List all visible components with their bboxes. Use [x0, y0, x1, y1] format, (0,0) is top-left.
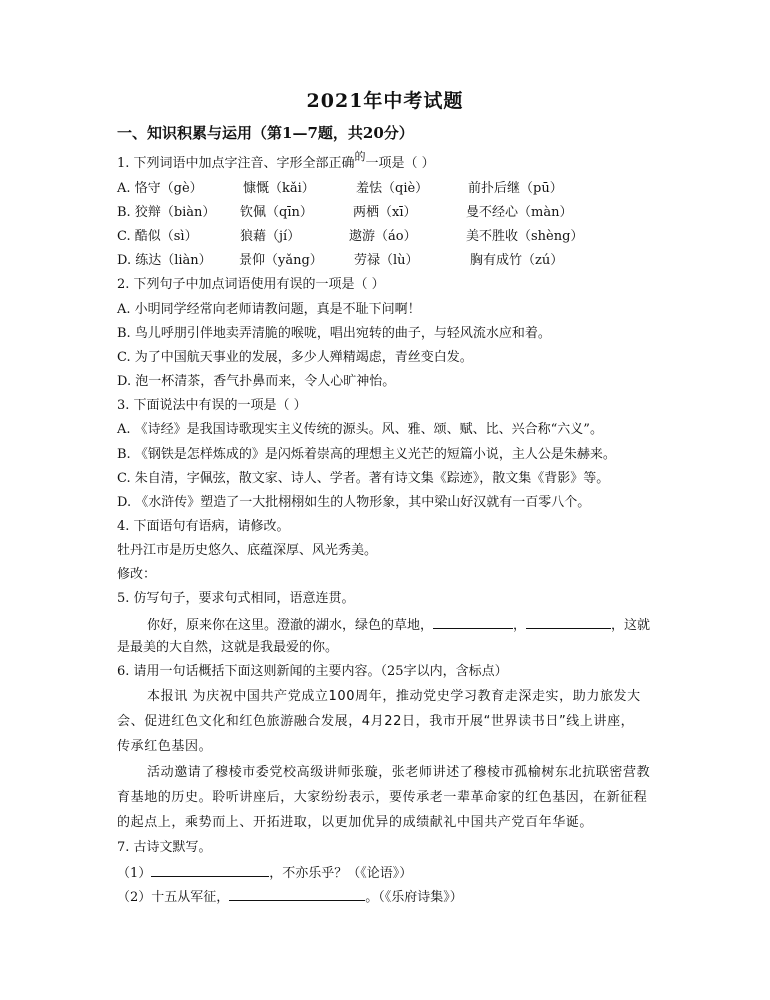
q7-blank-1[interactable]	[151, 863, 269, 877]
news-line: 的起点上，乘势而上、开拓进取，以更加优异的成绩献礼中国共产党百年华诞。	[117, 815, 594, 830]
exam-page: 2021年中考试题 一、知识积累与运用（第1—7题，共20分） 1. 下列词语中加点字注音、字形全部正确$^的$一项是（ ） A. 恪守（gè） 慷慨（kǎi） 羞怯（qiè） 前扑后继（pū） B. 狡辩（biàn） 钦佩（qīn） 两栖（xī） 曼不经心（màn） C. 酷似（sì） 狼藉（jí） 遨游（áo） 美不胜收（shèng） D. 练达（liàn） 景仰（yǎng） 劳禄（lù） 胸有成竹（zú） 2. 下列句子中加点词语使用有误的一项是（ ） A. 小明同学经常向老师请教问题，真是不耻下问啊！ B. 鸟儿呼朋引伴地卖弄清脆的喉咙，唱出宛转的曲子，与轻风流水应和着。 C. 为了中国航天事业的发展，多少人殚精竭虑，青丝变白发。 D. 泡一杯清茶，香气扑鼻而来，令人心旷神怡。 3. 下面说法中有误的一项是（ ） A. 《诗经》是我国诗歌现实主义传统的源头。风、雅、颂、赋、比、兴合称“六义”。 B. 《钢铁是怎样炼成的》是闪烁着崇高的理想主义光芒的短篇小说，主人公是朱赫来。 C. 朱自清，字佩弦，散文家、诗人、学者。著有诗文集《踪迹》，散文集《背影》等。 D. 《水浒传》塑造了一大批栩栩如生的人物形象，其中梁山好汉就有一百零八个。 4. 下面语句有语病，请修改。 牡丹江市是历史悠久、底蕴深厚、风光秀美。 修改： 5. 仿写句子，要求句式相同，语意连贯。 你好，原来你在这里。澄澈的湖水，绿色的草地， ， ，这就 是最美的大自然，这就是我最爱的你。 6. 请用一句话概括下面这则新闻的主要内容。（25字以内，含标点） 本报讯 为庆祝中国共产党成立100周年，推动党史学习教育走深走实，助力旅发大 会、促进红色文化和红色旅游融合发展，4月22日，我市开展“世界读书日”线上讲座， 传承红色基因。 活动邀请了穆棱市委党校高级讲师张璇，张老师讲述了穆棱市孤榆树东北抗联密营教 育基地的历史。聆听讲座后，大家纷纷表示，要传承老一辈革命家的红色基因，在新征程 的起点上，乘势而上、开拓进取，以更加优异的成绩献礼中国共产党百年华诞。 7. 古诗文默写。 （1） ，不亦乐乎？（《论语》） （2）十五从军征， 。（《乐府诗集》）	[0, 0, 770, 1000]
news-line: 活动邀请了穆棱市委党校高级讲师张璇，张老师讲述了穆棱市孤榆树东北抗联密营教	[147, 765, 651, 780]
page-title: 2021年中考试题	[306, 90, 464, 112]
q3-option-a: A. 《诗经》是我国诗歌现实主义传统的源头。风、雅、颂、赋、比、兴合称“六义”。	[117, 422, 603, 437]
q7-line1: （1） ，不亦乐乎？（《论语》）	[117, 863, 412, 883]
q7-blank-2[interactable]	[229, 887, 365, 901]
section-heading: 一、知识积累与运用（第1—7题，共20分）	[117, 124, 414, 142]
q5-line1: 你好，原来你在这里。澄澈的湖水，绿色的草地， ， ，这就	[147, 615, 650, 635]
q5-stem: 5. 仿写句子，要求句式相同，语意连贯。	[117, 591, 355, 606]
q3-stem: 3. 下面说法中有误的一项是（ ）	[117, 398, 307, 413]
news-line: 育基地的历史。聆听讲座后，大家纷纷表示，要传承老一辈革命家的红色基因，在新征程	[117, 790, 648, 805]
q5-blank-1[interactable]	[433, 615, 513, 629]
q7-stem: 7. 古诗文默写。	[117, 840, 212, 855]
q7-line2: （2）十五从军征， 。（《乐府诗集》）	[117, 887, 463, 907]
q3-option-b: B. 《钢铁是怎样炼成的》是闪烁着崇高的理想主义光芒的短篇小说，主人公是朱赫来。	[117, 447, 616, 462]
q5-blank-2[interactable]	[526, 615, 611, 629]
q3-option-d: D. 《水浒传》塑造了一大批栩栩如生的人物形象，其中梁山好汉就有一百零八个。	[117, 495, 591, 510]
q1-stem: 1. 下列词语中加点字注音、字形全部正确$^的$一项是（ ）	[117, 150, 435, 171]
news-line: 本报讯 为庆祝中国共产党成立100周年，推动党史学习教育走深走实，助力旅发大	[147, 689, 641, 704]
q2-option-d: D. 泡一杯清茶，香气扑鼻而来，令人心旷神怡。	[117, 374, 396, 389]
news-line: 传承红色基因。	[117, 739, 213, 754]
q2-option-b: B. 鸟儿呼朋引伴地卖弄清脆的喉咙，唱出宛转的曲子，与轻风流水应和着。	[117, 326, 551, 341]
q4-stem: 4. 下面语句有语病，请修改。	[117, 519, 290, 534]
q5-line2: 是最美的大自然，这就是我最爱的你。	[117, 640, 339, 655]
q2-stem: 2. 下列句子中加点词语使用有误的一项是（ ）	[117, 277, 385, 292]
q4-sentence: 牡丹江市是历史悠久、底蕴深厚、风光秀美。	[117, 543, 378, 558]
news-line: 会、促进红色文化和红色旅游融合发展，4月22日，我市开展“世界读书日”线上讲座，	[117, 714, 635, 729]
q2-option-c: C. 为了中国航天事业的发展，多少人殚精竭虑，青丝变白发。	[117, 350, 473, 365]
q6-stem: 6. 请用一句话概括下面这则新闻的主要内容。（25字以内，含标点）	[117, 664, 508, 679]
q2-option-a: A. 小明同学经常向老师请教问题，真是不耻下问啊！	[117, 302, 421, 317]
q3-option-c: C. 朱自清，字佩弦，散文家、诗人、学者。著有诗文集《踪迹》，散文集《背影》等。	[117, 471, 610, 486]
q4-fix-label: 修改：	[117, 567, 157, 582]
